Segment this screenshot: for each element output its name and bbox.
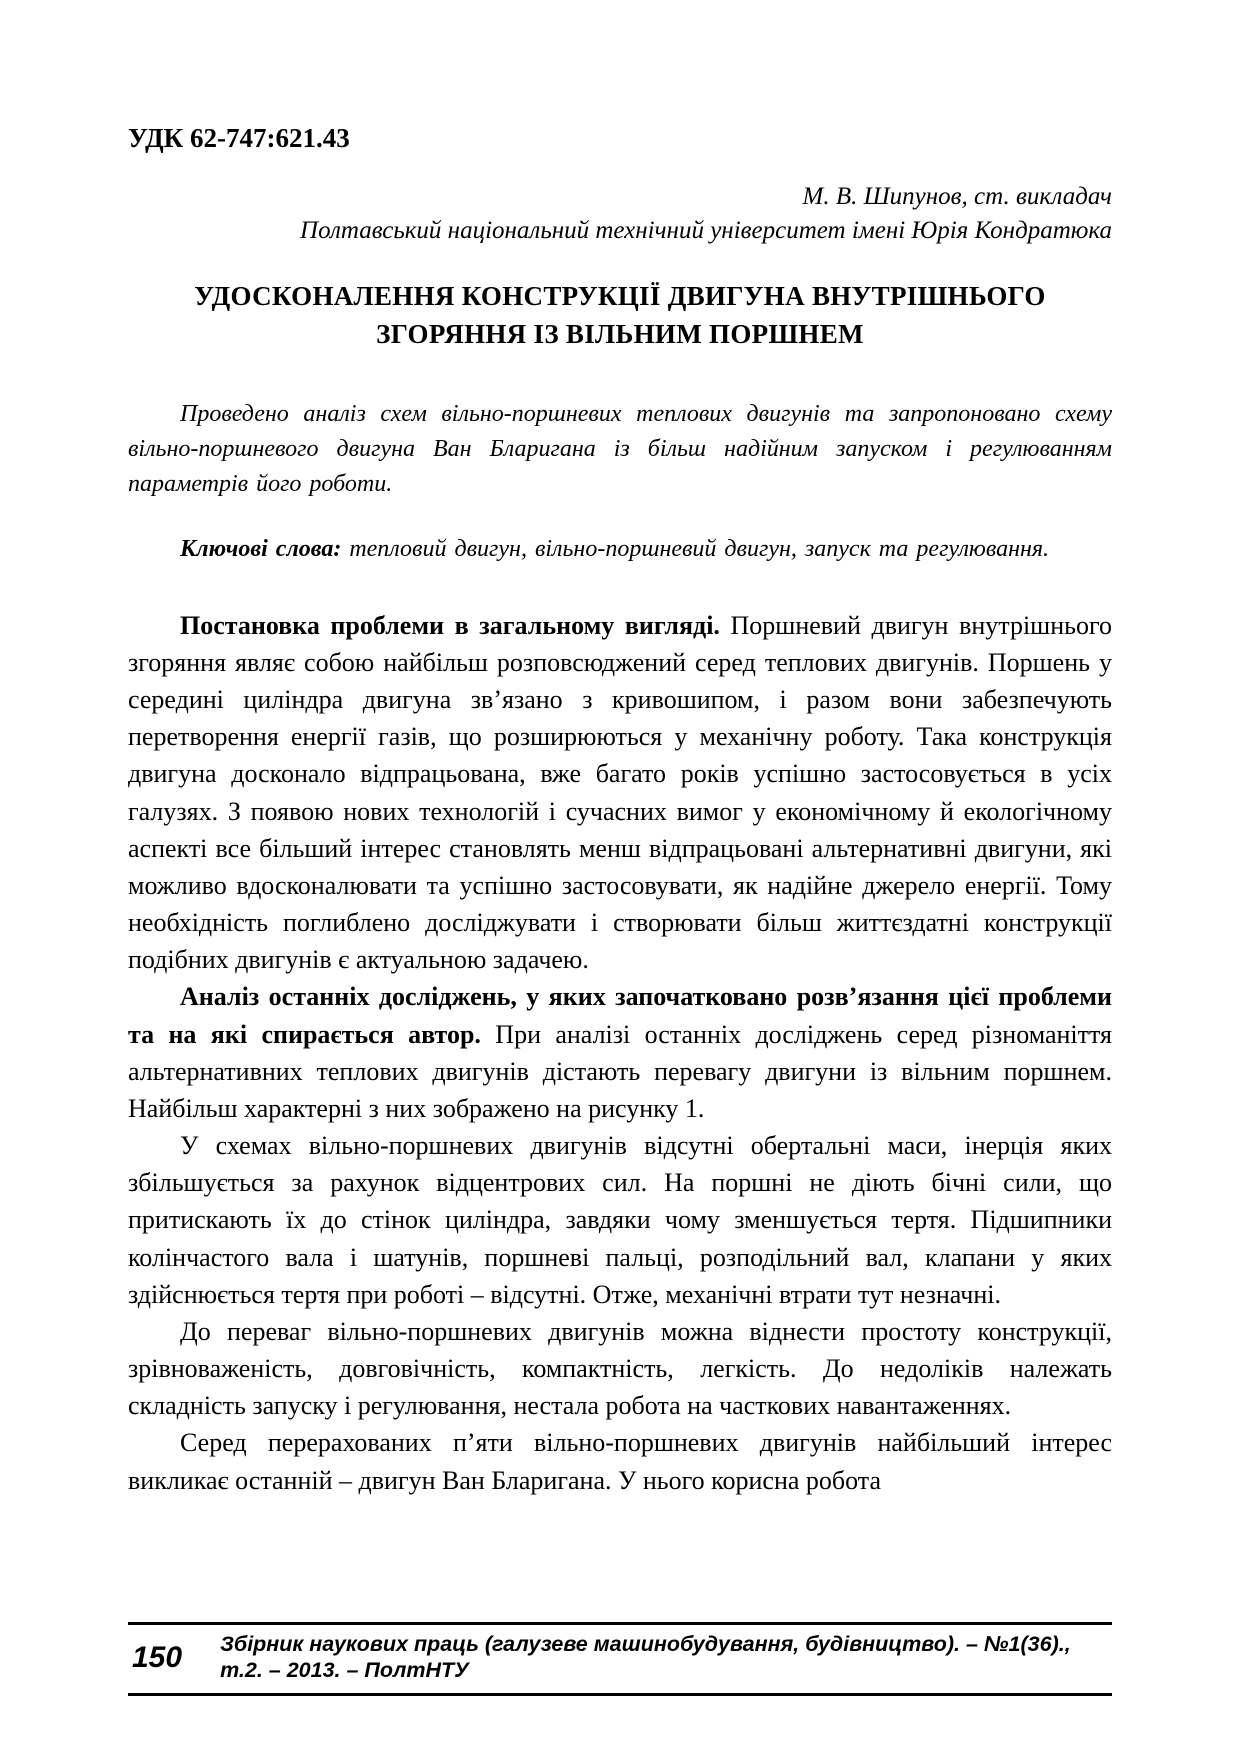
paper-title: УДОСКОНАЛЕННЯ КОНСТРУКЦІЇ ДВИГУНА ВНУТРІШНЬОГО ЗГОРЯННЯ ІЗ ВІЛЬНИМ ПОРШНЕМ xyxy=(194,280,1046,349)
paragraph-2-lead: Аналіз останніх досліджень, у яких започатковано розв’язання цієї проблеми та на які спирається автор. xyxy=(128,982,1112,1049)
paper-body xyxy=(128,607,1112,1499)
paragraph-3 xyxy=(128,1127,1112,1313)
paragraph-4-text: До переваг вільно-поршневих двигунів можна віднести простоту конструкції, зрівноваженість, довговічність, компактність, легкість. До недоліків належать складність запуску і регулювання, нестала робота на часткових навантаженнях. xyxy=(128,1316,1112,1421)
author-line: М. В. Шипунов, ст. викладач xyxy=(802,183,1112,211)
keywords-text: тепловий двигун, вільно-поршневий двигун, запуск та регулювання. xyxy=(341,535,1050,562)
paragraph-2-text: При аналізі останніх досліджень серед різноманіття альтернативних теплових двигунів дістають перевагу двигуни із вільним поршнем. Найбільш характерні з них зображено на рисунку 1. xyxy=(128,1019,1112,1123)
paragraph-2 xyxy=(128,978,1112,1127)
footer-citation: Збірник наукових праць (галузеве машинобудування, будівництво). – №1(36)., т.2. – 2013. – ПолтНТУ xyxy=(220,1632,1071,1683)
paragraph-1-lead: Постановка проблеми в загальному вигляді. xyxy=(180,610,720,640)
page-number: 150 xyxy=(132,1641,183,1675)
keywords-label: Ключові слова: xyxy=(180,535,342,562)
keywords-line xyxy=(128,532,1112,567)
paragraph-1-text: Поршневий двигун внутрішнього згоряння являє собою найбільш розповсюджений серед теплових двигунів. Поршень у середині циліндра двигуна зв’язано з кривошипом, і разом вони забезпечують перетворення енергії газів, що розширюються у механічну роботу. Така конструкція двигуна досконало відпрацьована, вже багато років успішно застосовується в усіх галузях. З появою нових технологій і сучасних вимог у економічному й екологічному аспекті все більший інтерес становлять менш відпрацьовані альтернативні двигуни, які можливо вдосконалювати та успішно застосовувати, як надійне джерело енергії. Тому необхідність поглиблено досліджувати і створювати більш життєздатні конструкції подібних двигунів є актуальною задачею. xyxy=(128,610,1112,975)
udc-code: УДК 62-747:621.43 xyxy=(128,123,350,153)
paragraph-5 xyxy=(128,1424,1112,1498)
paragraph-4 xyxy=(128,1313,1112,1425)
page-footer xyxy=(128,1622,1112,1696)
paragraph-3-text: У схемах вільно-поршневих двигунів відсутні обертальні маси, інерція яких збільшується за рахунок відцентрових сил. На поршні не діють бічні сили, що притискають їх до стінок циліндра, завдяки чому зменшується тертя. Підшипники колінчастого вала і шатунів, поршневі пальці, розподільний вал, клапани у яких здійснюється тертя при роботі – відсутні. Отже, механічні втрати тут незначні. xyxy=(128,1131,1112,1309)
paragraph-1 xyxy=(128,607,1112,979)
abstract-text: Проведено аналіз схем вільно-поршневих теплових двигунів та запропоновано схему вільно-поршневого двигуна Ван Бларигана із більш надійним запуском і регулюванням параметрів його роботи. xyxy=(128,401,1112,498)
affiliation-line: Полтавський національний технічний університет імені Юрія Кондратюка xyxy=(300,217,1112,245)
paragraph-5-text: Серед перерахованих п’яти вільно-поршневих двигунів найбільший інтерес викликає останній – двигун Ван Бларигана. У нього корисна робота xyxy=(128,1428,1112,1495)
byline-block xyxy=(128,180,1112,248)
